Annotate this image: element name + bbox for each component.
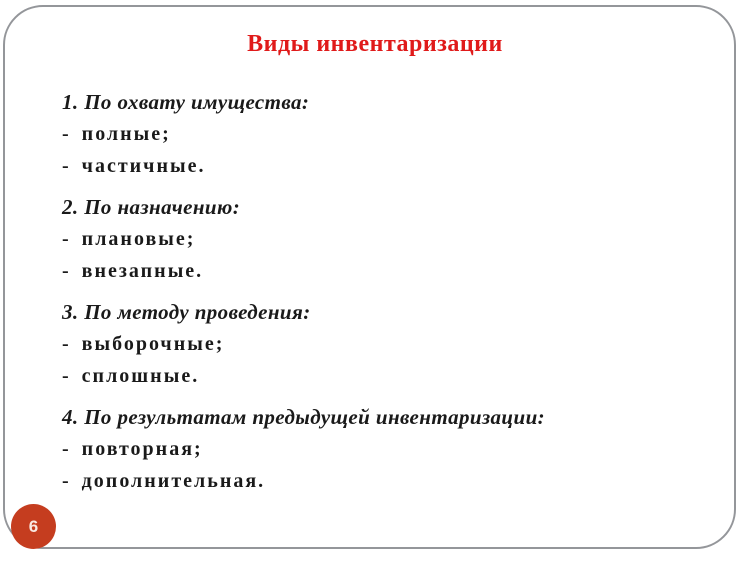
list-item bbox=[62, 328, 750, 360]
list-item-dash: - bbox=[62, 228, 69, 250]
list-item bbox=[62, 150, 750, 182]
list-item-text: внезапные. bbox=[81, 260, 204, 282]
list-item-dash: - bbox=[62, 155, 69, 177]
section-heading: 1. По охвату имущества: bbox=[62, 90, 310, 114]
list-item-text: плановые; bbox=[81, 228, 196, 250]
list-item-dash: - bbox=[62, 438, 69, 460]
list-item bbox=[62, 465, 750, 497]
section-2 bbox=[62, 191, 750, 287]
list-item-dash: - bbox=[62, 123, 69, 145]
section-heading: 3. По методу проведения: bbox=[62, 300, 311, 324]
list-item bbox=[62, 223, 750, 255]
list-item bbox=[62, 360, 750, 392]
list-item-dash: - bbox=[62, 333, 69, 355]
slide-body bbox=[0, 86, 750, 497]
list-item-dash: - bbox=[62, 365, 69, 387]
list-item-text: сплошные. bbox=[81, 365, 200, 387]
list-item-text: дополнительная. bbox=[81, 470, 266, 492]
list-item-text: частичные. bbox=[81, 155, 206, 177]
slide-title: Виды инвентаризации bbox=[247, 31, 503, 57]
section-heading: 4. По результатам предыдущей инвентаризации: bbox=[62, 405, 546, 429]
section-heading: 2. По назначению: bbox=[62, 195, 241, 219]
list-item-dash: - bbox=[62, 470, 69, 492]
list-item-dash: - bbox=[62, 260, 69, 282]
section-4 bbox=[62, 401, 750, 497]
list-item bbox=[62, 118, 750, 150]
list-item bbox=[62, 255, 750, 287]
list-item-text: полные; bbox=[81, 123, 171, 145]
list-item-text: выборочные; bbox=[81, 333, 225, 355]
section-1 bbox=[62, 86, 750, 182]
page-number-badge: 6 bbox=[11, 504, 56, 549]
list-item bbox=[62, 433, 750, 465]
section-3 bbox=[62, 296, 750, 392]
list-item-text: повторная; bbox=[81, 438, 203, 460]
